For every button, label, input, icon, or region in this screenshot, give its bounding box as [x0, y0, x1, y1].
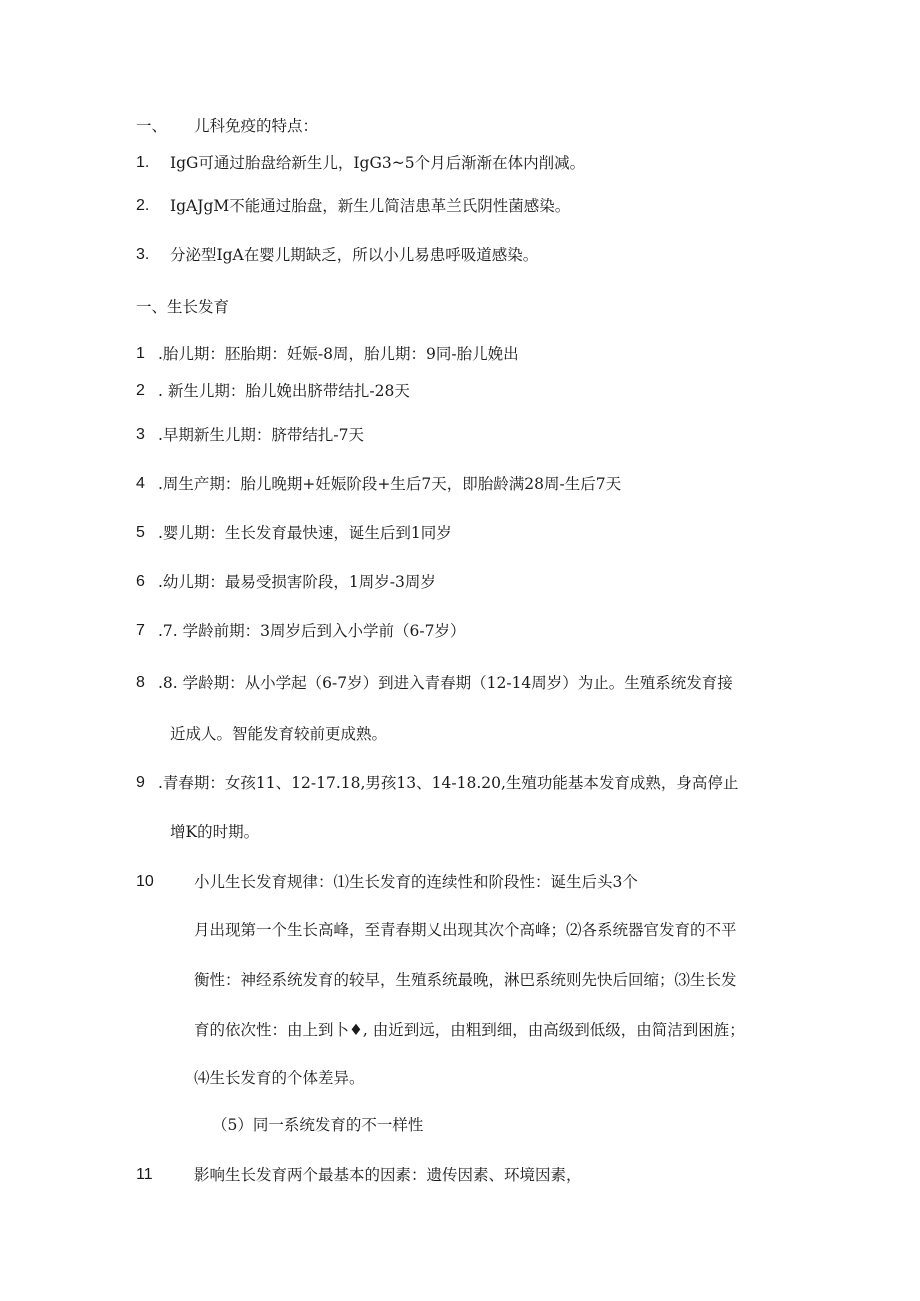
- s1-item2-text: IgAJgM不能通过胎盘，新生儿简洁患革兰氏阴性菌感染。: [170, 197, 571, 215]
- s2-item11-num: 11: [136, 1166, 153, 1183]
- section2-heading: 一、生长发育: [136, 298, 230, 316]
- s2-item4-text: .周生产期：胎儿晚期+妊娠阶段+生后7天，即胎龄满28周-生后7天: [158, 475, 622, 493]
- section1-heading-text: 儿科免疫的特点：: [194, 117, 319, 135]
- s2-item1-text: .胎儿期：胚胎期：妊娠-8周，胎儿期：9同-胎儿娩出: [158, 345, 519, 363]
- s2-item7-text: .7. 学龄前期：3周岁后到入小学前（6-7岁）: [158, 622, 466, 640]
- s1-item1-text: IgG可通过胎盘给新生儿，IgG3~5个月后渐渐在体内削减。: [170, 154, 586, 172]
- s2-item2-num: 2: [136, 382, 145, 399]
- s2-item5-text: .婴儿期：生长发育最快速，诞生后到1同岁: [158, 524, 452, 542]
- s2-item10-line1: 小儿生长发育规律：⑴生长发育的连续性和阶段性：诞生后头3个: [194, 873, 638, 891]
- s2-item7-num: 7: [136, 622, 145, 639]
- s1-item3-num: 3.: [136, 246, 150, 263]
- s2-item4-num: 4: [136, 475, 145, 492]
- s2-item8-cont: 近成人。智能发育较前更成熟。: [170, 725, 388, 743]
- s1-item1-num: 1.: [136, 154, 150, 171]
- s2-item9-cont: 增K的时期。: [170, 823, 260, 841]
- s2-item6-text: .幼儿期：最易受损害阶段，1周岁-3周岁: [158, 573, 436, 591]
- section1-heading: [136, 116, 167, 136]
- s2-item3-text: .早期新生儿期：脐带结扎-7天: [158, 426, 365, 444]
- s2-item5-num: 5: [136, 524, 145, 541]
- s2-item10-sub: （5）同一系统发育的不一样性: [212, 1116, 424, 1134]
- s2-item10-line2: 月出现第一个生长高峰，至青春期乂出现其次个高峰；⑵各系统器官发育的不平: [194, 921, 737, 939]
- s2-item9-text: .青春期：女孩11、12-17.18,男孩13、14-18.20,生殖功能基本发育成熟，身高停止: [158, 774, 739, 792]
- s2-item1-num: 1: [136, 345, 145, 362]
- s1-item2-num: 2.: [136, 197, 150, 214]
- s2-item10-num: 10: [136, 873, 154, 890]
- s2-item10-line3: 衡性：神经系统发育的较早，生殖系统最晚，淋巴系统则先快后回缩；⑶生长发: [194, 971, 737, 989]
- s2-item8-text: .8. 学龄期：从小学起（6-7岁）到进入青春期（12-14周岁）为止。生殖系统发育接: [158, 674, 733, 692]
- s2-item2-text: . 新生儿期：胎儿娩出脐带结扎-28天: [158, 382, 410, 400]
- s2-item6-num: 6: [136, 573, 145, 590]
- s2-item10-line5: ⑷生长发育的个体差异。: [194, 1069, 365, 1087]
- s2-item11-text: 影响生长发育两个最基本的因素：遗传因素、环境因素，: [194, 1166, 582, 1184]
- s2-item8-num: 8: [136, 674, 145, 691]
- section1-heading-num: 一、: [136, 117, 168, 135]
- s2-item3-num: 3: [136, 426, 145, 443]
- s2-item9-num: 9: [136, 774, 145, 791]
- s1-item3-text: 分泌型IgA在婴儿期缺乏，所以小儿易患呼吸道感染。: [170, 246, 539, 264]
- s2-item10-line4: 育的依次性：由上到卜♦, 由近到远，由粗到细，由高级到低级，由简洁到困旌；: [194, 1021, 745, 1039]
